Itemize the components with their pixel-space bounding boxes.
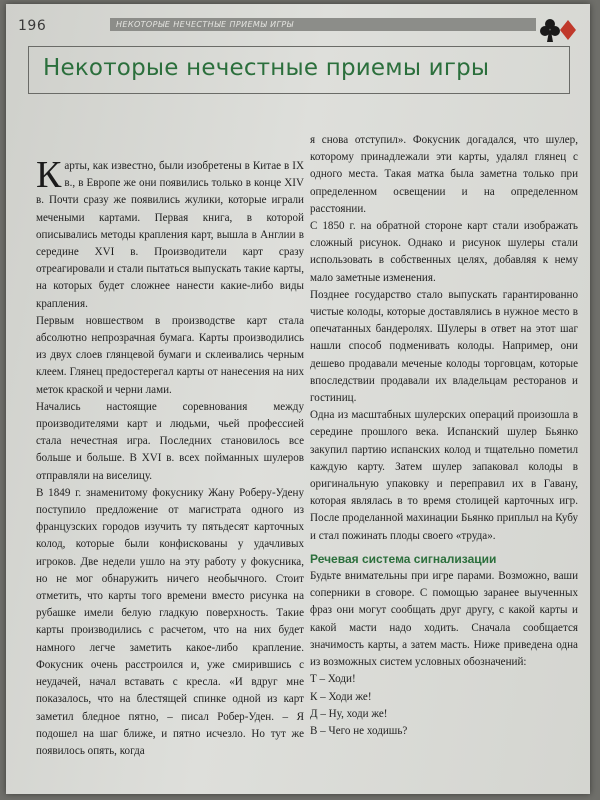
signal-list <box>310 671 578 740</box>
paragraph: Будьте внимательны при игре парами. Возможно, ваши соперники в сговоре. С помощью заранее выученных фраз они могут сообщать друг другу, с какой карты и какой масти надо ходить. Сначала сообщается значимость карты, а затем масть. Ниже приведена одна из возможных систем условных обозначений: <box>310 570 578 669</box>
paragraph: С 1850 г. на обратной стороне карт стали изображать сложный рисунок. Однако и рисунок шулеры стали использовать в собственных целях, добавляя к нему мало заметные изменения. <box>310 220 578 284</box>
book-page <box>6 4 590 794</box>
page-title: Некоторые нечестные приемы игры <box>43 55 490 81</box>
paragraph: я снова отступил». Фокусник догадался, что шулер, которому принадлежали эти карты, удалял глянец с одного места. Такая матка была заметна только при определенном освещении и на определенном расстоянии. <box>310 134 578 215</box>
paragraph: Начались настоящие соревнования между производителями карт и людьми, чьей профессией стала нечестная игра. Последних становилось все больше и больше. В XVI в. всех пойманных шулеров отправляли на виселицу. <box>36 400 304 482</box>
list-item: В – Чего не ходишь? <box>310 724 408 737</box>
paragraph: Карты, как известно, были изобретены в Китае в IX в., в Европе же они появились только в конце XIV в. Почти сразу же появились жулики, которые играли мечеными картами. Первая книга, в которой описывались методы крапления карт, вышла в Англии в середине XVI в. Производители карт сразу отреагировали и стали пытаться выпускать такие карты, на которых будет сложнее нанести какие-либо виды крапления. <box>36 154 304 310</box>
card-suits-logo <box>534 16 582 50</box>
page-number: 196 <box>18 18 47 34</box>
paragraph: Позднее государство стало выпускать гарантированно чистые колоды, которые доставлялись в нужное место в опечатанных бандеролях. Шулеры в ответ на этот шаг нашли способ подменивать колоды. Например, они дешево продавали меченые колоды торговцам, которые впоследствии продавали их владельцам ресторанов и гостиниц. <box>310 288 578 405</box>
left-column <box>36 154 304 760</box>
title-frame <box>28 46 570 94</box>
list-item: Т – Ходи! <box>310 673 356 686</box>
section-subheading: Речевая система сигнализации <box>310 551 497 566</box>
drop-cap: К <box>36 154 62 196</box>
running-head: НЕКОТОРЫЕ НЕЧЕСТНЫЕ ПРИЕМЫ ИГРЫ <box>110 18 536 31</box>
club-icon <box>540 19 560 42</box>
diamond-icon <box>560 20 576 40</box>
right-column <box>310 132 578 740</box>
paragraph: В 1849 г. знаменитому фокуснику Жану Роберу-Удену поступило предложение от магистрата одного из французских городов изучить ту пятьдесят карточных колод, которые были конфискованы у удачливых игроков. Две недели ушло на эту работу у фокусника, но не мог обнаружить ничего необычного. Стоит отметить, что карты того времени вместо рисунка на рубашке имели белую гладкую поверхность. Такие карты производились с расчетом, что на них будет намного легче заметить какое-либо крапление. Фокусник очень расстроился и, уже смирившись с неудачей, начал вставать с кресла. «И вдруг мне показалось, что на блестящей спинке одной из карт заметил бледное пятно, – писал Робер-Уден. – Я подошел на шаг ближе, и пятно исчезло. Но тут же появилось опять, когда <box>36 486 304 757</box>
list-item: К – Ходи же! <box>310 690 372 703</box>
paragraph: Одна из масштабных шулерских операций произошла в середине прошлого века. Испанский шулер Бьянко закупил партию испанских колод и тщательно пометил каждую карту. Затем шулер запаковал колоды в оригинальную упаковку и переправил их в Гавану, которая являлась в то время столицей карточных игр. После проделанной махинации Бьянко приплыл на Кубу и стал пожинать плоды своего «труда». <box>310 409 578 542</box>
list-item: Д – Ну, ходи же! <box>310 707 388 720</box>
paragraph: Первым новшеством в производстве карт стала абсолютно непрозрачная бумага. Карты производились из двух слоев глянцевой бумаги и склеивались черным клеем. Глянец предостерегал карты от нанесения на них меток краской и черни лами. <box>36 314 304 396</box>
